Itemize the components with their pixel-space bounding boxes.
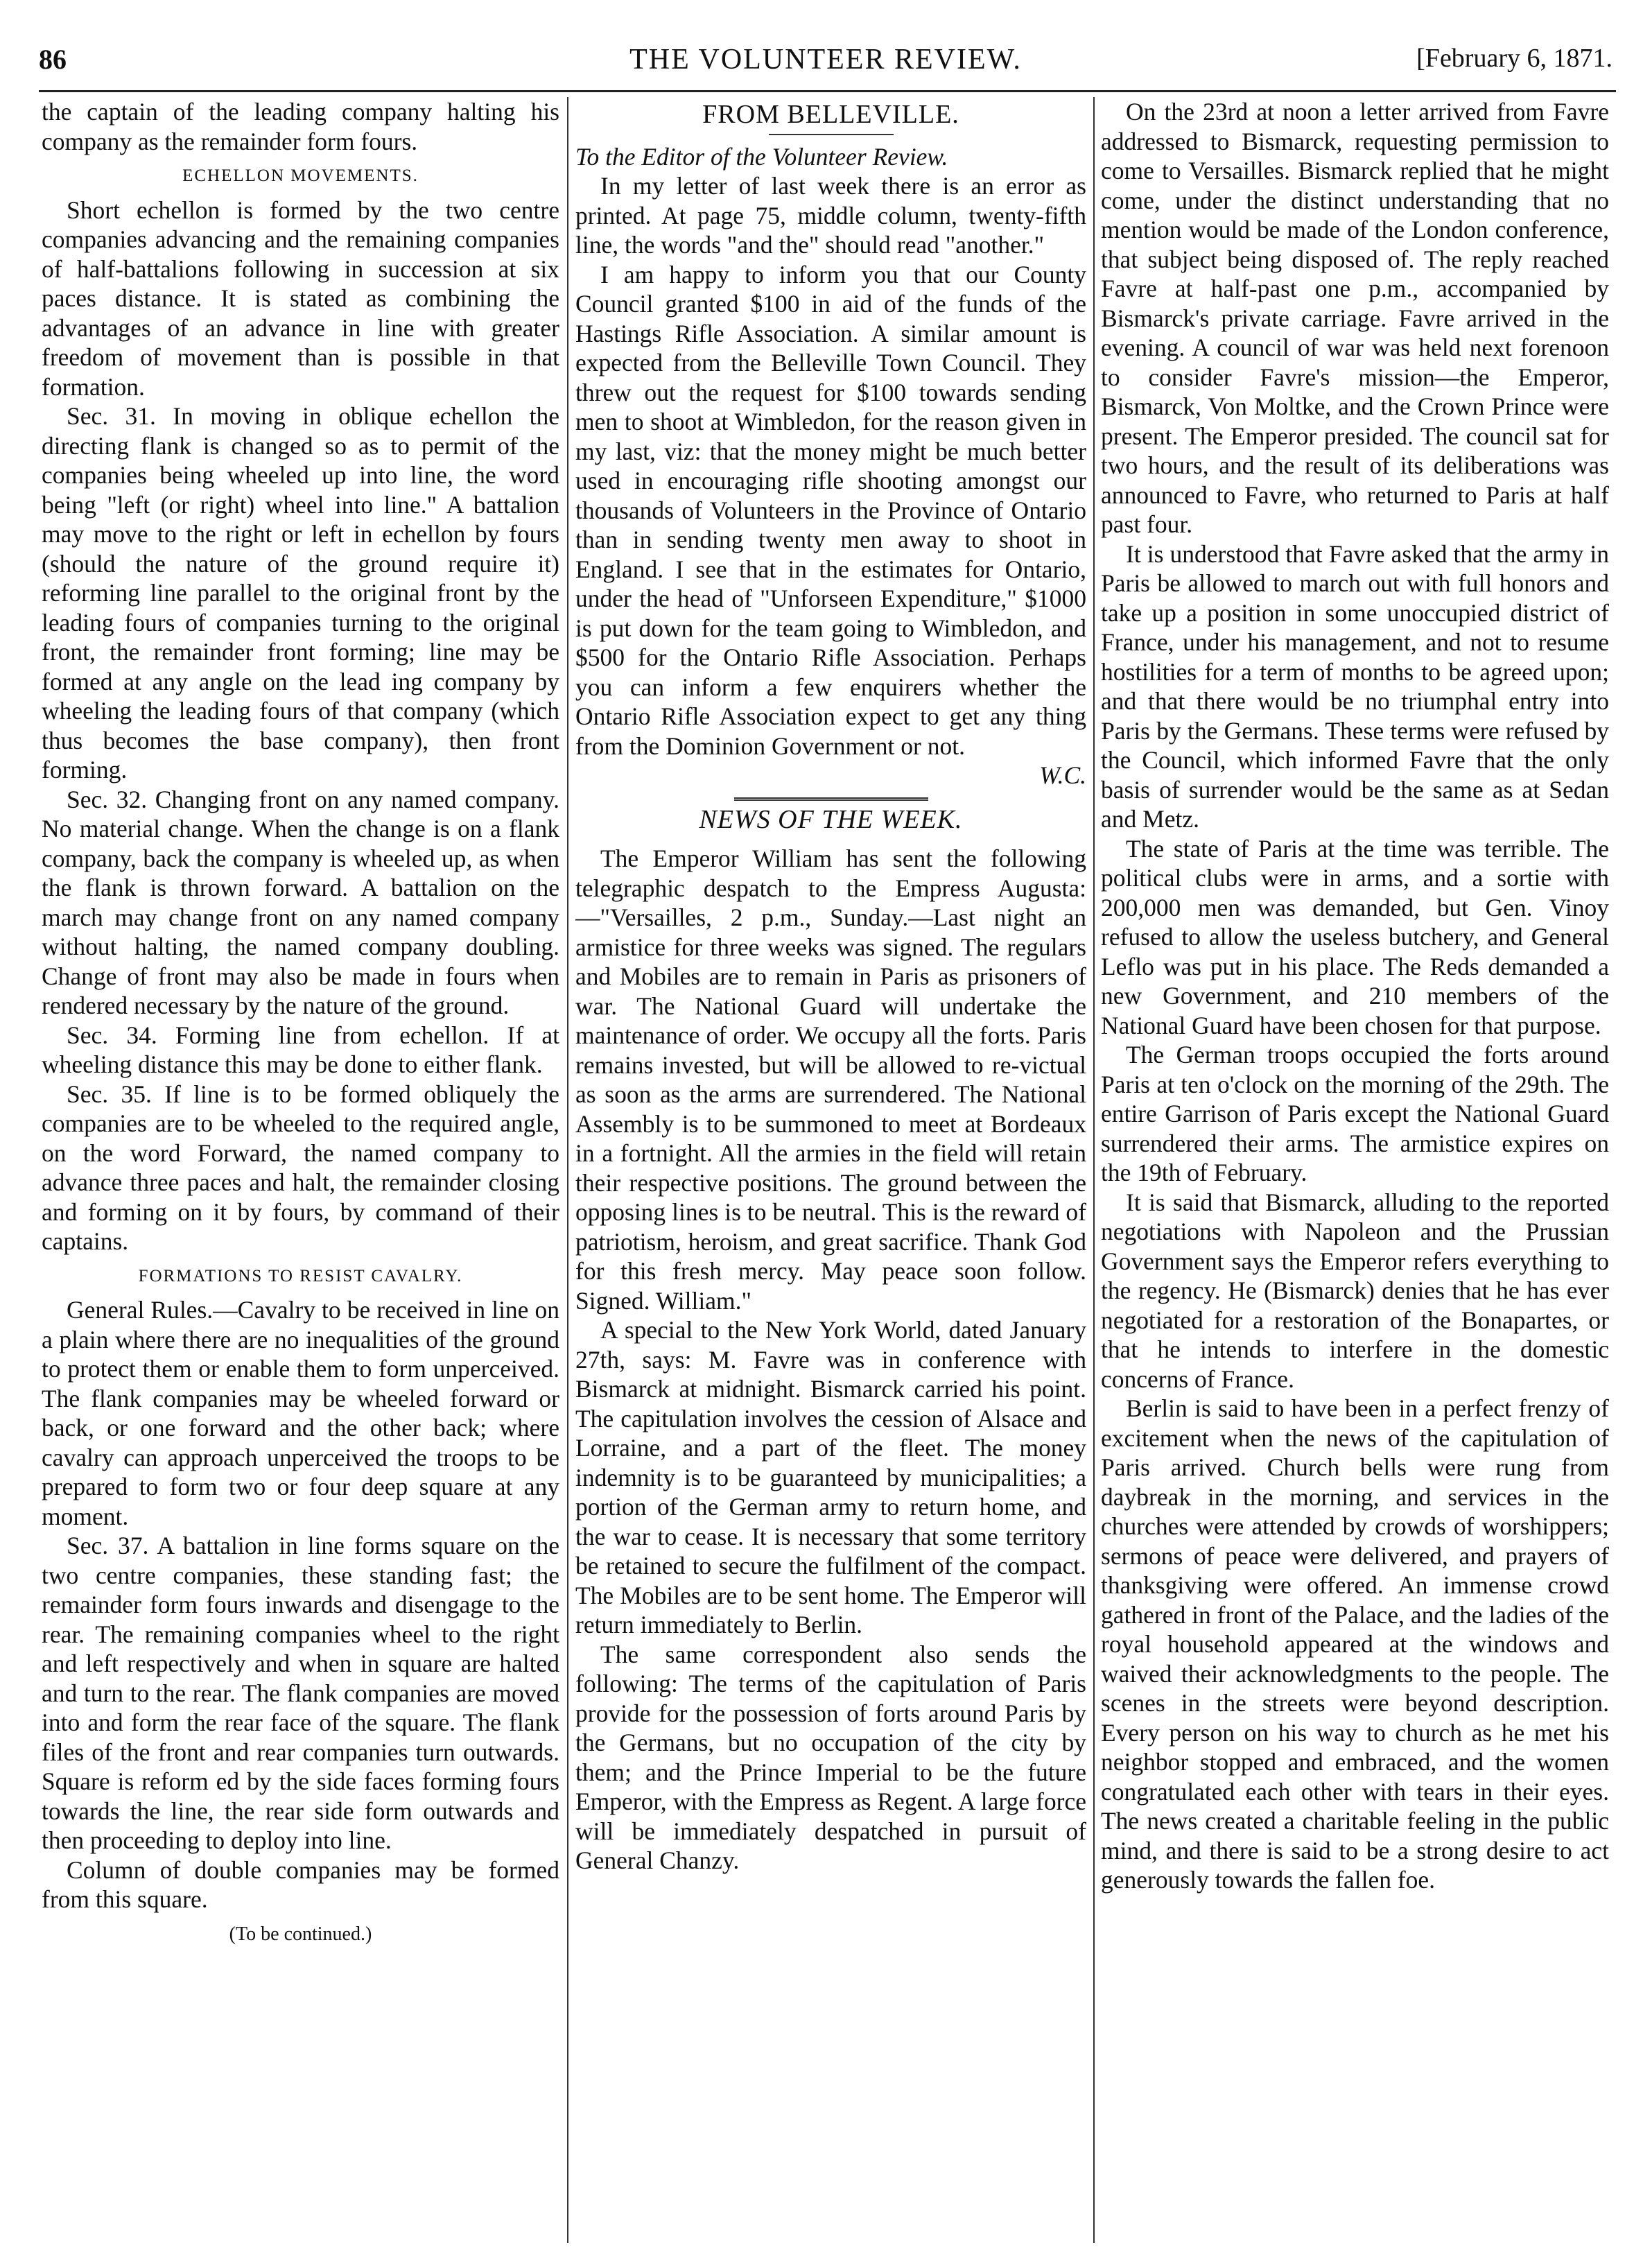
publication-title: THE VOLUNTEER REVIEW. — [629, 44, 1022, 76]
paragraph: A special to the New York World, dated January 27th, says: M. Favre was in conference with Bismarck at midnight. Bismarck carried his point. The capitulation involves the cession of Alsace and Lorraine, and a part of the fleet. The money indemnity is to be guaranteed by municipalities; a portion of the German army to return home, and the war to cease. It is necessary that some territory be retained to secure the fulfilment of the compact. The Mobiles are to be sent home. The Emperor will return immediately to Berlin. — [575, 1316, 1086, 1638]
paragraph: Sec. 31. In moving in oblique echellon the directing flank is changed so as to permit of the companies being wheeled up into line, the word being "left (or right) wheel into line." A battalion may move to the right or left in echellon by fours (should the nature of the ground require it) reforming line parallel to the original front by the leading fours of companies turning to the original front, the remainder front forming; line may be formed at any angle on the lead ing company by wheeling the leading fours of that company (which thus becomes the base company), then front forming. — [42, 402, 559, 784]
column-right — [1101, 97, 1609, 2243]
paragraph: The state of Paris at the time was terrible. The political clubs were in arms, and a sortie with 200,000 men was demanded, but Gen. Vinoy refused to allow the useless butchery, and General Leflo was put in his place. The Reds demanded a new Government, and 210 members of the National Guard have been chosen for that purpose. — [1101, 834, 1609, 1039]
paragraph: Sec. 32. Changing front on any named company. No material change. When the change is on a flank company, back the company is wheeled up, as when the flank is thrown forward. A battalion on the march may change front on any named company without halting, the named company doubling. Change of front may also be made in fours when rendered necessary by the nature of the ground. — [42, 785, 559, 1019]
paragraph: It is said that Bismarck, alluding to the reported negotiations with Napoleon and the Prussian Government says the Emperor refers everything to the regency. He (Bismarck) denies that he has ever negotiated for a restoration of the Bonapartes, or that he intends to interfere in the domestic concerns of France. — [1101, 1188, 1609, 1393]
paragraph: I am happy to inform you that our County Council granted $100 in aid of the funds of the Hastings Rifle Association. A similar amount is expected from the Belleville Town Council. They threw out the request for $100 towards sending men to shoot at Wimbledon, for the reason given in my last, viz: that the money might be much better used in encouraging rifle shooting amongst our thousands of Volunteers in the Province of Ontario than in sending twenty men away to shoot in England. I see that in the estimates for Ontario, under the head of "Unforseen Expenditure," $1000 is put down for the team going to Wimbledon, and $500 for the Ontario Rifle Association. Perhaps you can inform a few enquirers whether the Ontario Rifle Association expect to get any thing from the Dominion Government or not. — [575, 260, 1086, 760]
paragraph: The German troops occupied the forts around Paris at ten o'clock on the morning of the 29th. The entire Garrison of Paris except the National Guard surrendered their arms. The armistice expires on the 19th of February. — [1101, 1041, 1609, 1186]
paragraph: Column of double companies may be formed from this square. — [42, 1855, 559, 1913]
paragraph: General Rules.—Cavalry to be received in line on a plain where there are no inequalities of the ground to protect them or enable them to form unperceived. The flank companies may be wheeled forward or back, or one forward and the other back; where cavalry can approach unperceived the troops to be prepared to form two or four deep square at any moment. — [42, 1296, 559, 1530]
paragraph: Sec. 37. A battalion in line forms square on the two centre companies, these standing fast; the remainder form fours inwards and disengage to the rear. The remaining companies wheel to the right and left respectively and when in square are halted and turn to the rear. The flank companies are moved into and form the rear face of the square. The flank files of the front and rear companies turn outwards. Square is reform ed by the side faces forming fours towards the line, the rear side form outwards and then proceeding to deploy into line. — [42, 1532, 559, 1854]
article-heading: FROM BELLEVILLE. — [702, 100, 959, 129]
page-header — [39, 43, 1612, 92]
paragraph: The same correspondent also sends the following: The terms of the capitulation of Paris provide for the possession of forts around Paris by the Germans, but no occupation of the city by them; and the Prince Imperial to be the future Emperor, with the Empress as Regent. A large force will be immediately despatched in pursuit of General Chanzy. — [575, 1640, 1086, 1874]
paragraph: The Emperor William has sent the following telegraphic despatch to the Empress Augusta:—"Versailles, 2 p.m., Sunday.—Last night an armistice for three weeks was signed. The regulars and Mobiles are to remain in Paris as prisoners of war. The National Guard will undertake the maintenance of order. We occupy all the forts. Paris remains invested, but will be allowed to re-victual as soon as the arms are surrendered. The National Assembly is to be summoned to meet at Bordeaux in a fortnight. All the armies in the field will retain their respective positions. The ground between the opposing lines is to be neutral. This is the reward of patriotism, heroism, and great sacrifice. Thank God for this fresh mercy. May peace soon follow. Signed. William." — [575, 845, 1086, 1315]
page-number: 86 — [39, 44, 67, 75]
article-heading: NEWS OF THE WEEK. — [699, 804, 963, 834]
paragraph: Sec. 34. Forming line from echellon. If at wheeling distance this may be done to either flank. — [42, 1021, 559, 1078]
section-subheading: FORMATIONS TO RESIST CAVALRY. — [138, 1266, 463, 1286]
continued-note: (To be continued.) — [229, 1923, 372, 1945]
column-middle — [575, 97, 1086, 2243]
paragraph: In my letter of last week there is an error as printed. At page 75, middle column, twenty-fifth line, the words "and the" should read "another." — [575, 172, 1086, 259]
paragraph: Berlin is said to have been in a perfect frenzy of excitement when the news of the capitulation of Paris arrived. Church bells were rung from daybreak in the morning, and services in the churches were attended by crowds of worshippers; sermons of peace were delivered, and prayers of thanksgiving were offered. An immense crowd gathered in front of the Palace, and the ladies of the royal household appeared at the windows and waived their acknowledgments to the people. The scenes in the streets were beyond description. Every person on his way to church as he met his neighbor stopped and embraced, and the women congratulated each other with tears in their eyes. The news created a charitable feeling in the public mind, and there is said to be a strong desire to act generously towards the fallen foe. — [1101, 1394, 1609, 1894]
column-rule-left — [567, 97, 568, 2243]
paragraph: Short echellon is formed by the two centre companies advancing and the remaining companies of half-battalions following in succession at six paces distance. It is stated as combining the advantages of an advance in line with greater freedom of movement than is possible in that formation. — [42, 196, 559, 401]
column-rule-right — [1093, 97, 1095, 2243]
double-rule — [734, 797, 928, 801]
paragraph: It is understood that Favre asked that the army in Paris be allowed to march out with full honors and take up a position in some unoccupied district of France, under his management, and not to resume hostilities for a term of months to be agreed upon; and that there would be no triumphal entry into Paris by the Germans. These terms were refused by the Council, which informed Favre that the only basis of surrender would be the same as at Sedan and Metz. — [1101, 539, 1609, 833]
letter-signature: W.C. — [1039, 761, 1086, 789]
header-rule — [39, 90, 1616, 92]
paragraph: Sec. 35. If line is to be formed obliquely the companies are to be wheeled to the required angle, on the word Forward, the named company to advance three paces and halt, the remainder closing and forming on it by fours, by command of their captains. — [42, 1080, 559, 1255]
paragraph: On the 23rd at noon a letter arrived from Favre addressed to Bismarck, requesting permission to come to Versailles. Bismarck replied that he might come, under the distinct understanding that no mention would be made of the London conference, that subject being disposed of. The reply reached Favre at half-past one p.m., accompanied by Bismarck's private carriage. Favre arrived in the evening. A council of war was held next forenoon to consider Favre's mission—the Emperor, Bismarck, Von Moltke, and the Crown Prince were present. The Emperor presided. The council sat for two hours, and the result of its deliberations was announced to Favre, who returned to Paris at half past four. — [1101, 98, 1609, 538]
paragraph: the captain of the leading company halting his company as the remainder form fours. — [42, 98, 559, 155]
short-rule — [769, 134, 894, 135]
column-left — [42, 97, 559, 2243]
issue-date: [February 6, 1871. — [1416, 44, 1612, 73]
letter-salutation: To the Editor of the Volunteer Review. — [575, 142, 948, 171]
section-subheading: ECHELLON MOVEMENTS. — [182, 166, 419, 185]
